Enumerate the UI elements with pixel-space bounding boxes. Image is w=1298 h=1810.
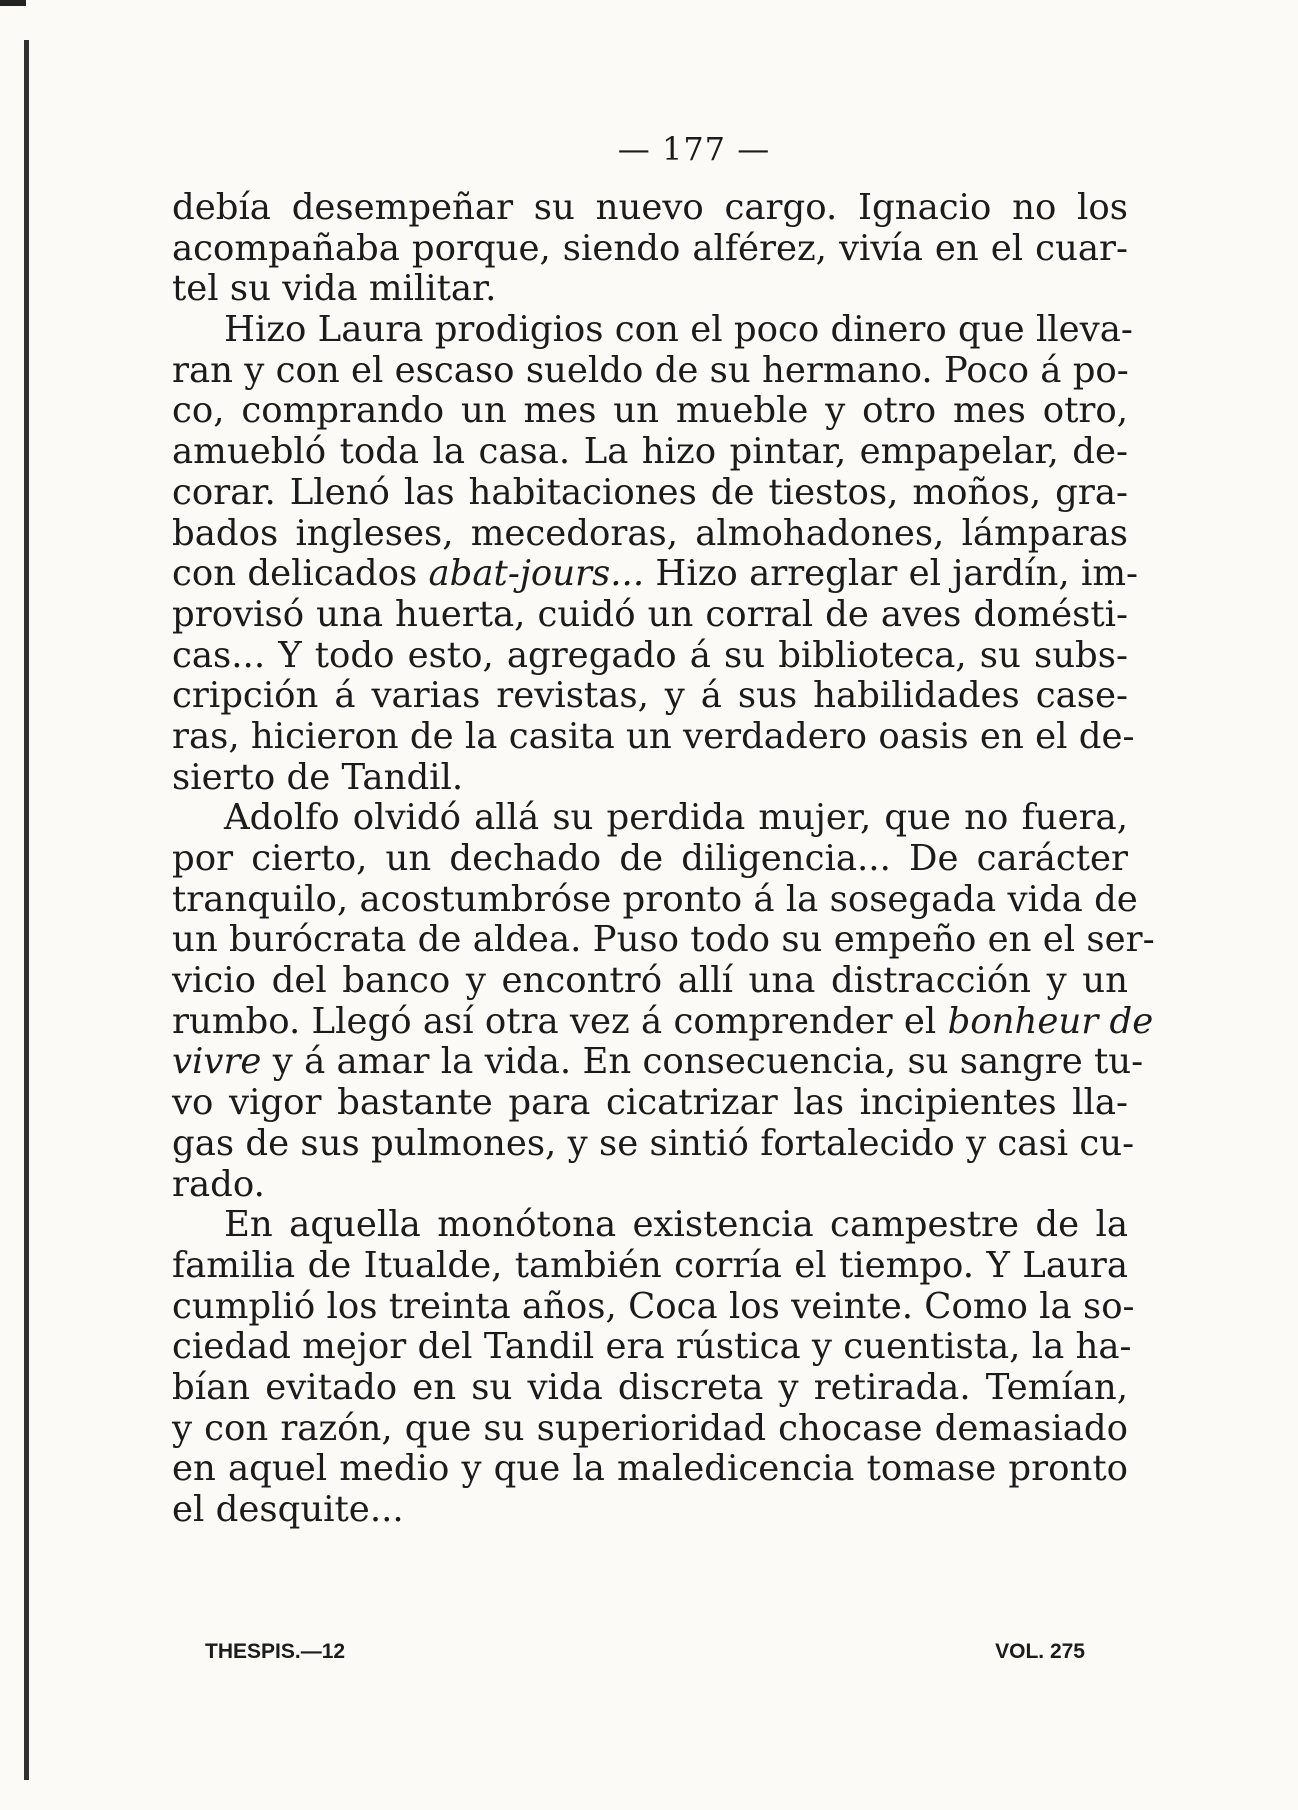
text-line: rado.: [172, 1163, 265, 1205]
text-line: bían evitado en su vida discreta y retirada. Temían,: [172, 1366, 1128, 1408]
text-line: co, comprando un mes un mueble y otro mes otro,: [172, 390, 1128, 432]
footer: [205, 1640, 1085, 1664]
italic-phrase: abat-jours...: [428, 553, 645, 595]
text-line: bados ingleses, mecedoras, almohadones, lámparas: [172, 512, 1128, 554]
text-line: familia de Itualde, también corría el tiempo. Y Laura: [172, 1244, 1128, 1286]
text-line: cas... Y todo esto, agregado á su biblioteca, su subs-: [172, 634, 1128, 676]
text-line: provisó una huerta, cuidó un corral de aves domésti-: [172, 593, 1128, 635]
text-line: acompañaba porque, siendo alférez, vivía en el cuar-: [172, 227, 1128, 269]
text-line: tel su vida militar.: [172, 268, 497, 310]
text-line: En aquella monótona existencia campestre de la: [224, 1204, 1128, 1246]
text-line: ran y con el escaso sueldo de su hermano. Poco á po-: [172, 349, 1129, 391]
text-segment: Hizo arreglar el jardín, im-: [644, 553, 1138, 595]
italic-phrase: bonheur de: [947, 1000, 1154, 1042]
text-line: sierto de Tandil.: [172, 756, 464, 798]
text-line: cripción á varias revistas, y á sus habilidades case-: [172, 675, 1128, 717]
binding-edge: [24, 40, 34, 1780]
text-line: ras, hicieron de la casita un verdadero oasis en el de-: [172, 715, 1135, 757]
text-line: [172, 1041, 1144, 1083]
text-line: el desquite...: [172, 1489, 404, 1530]
text-line: [172, 553, 1138, 595]
text-line: gas de sus pulmones, y se sintió fortalecido y casi cu-: [172, 1122, 1135, 1164]
text-line: por cierto, un dechado de diligencia... De carácter: [172, 838, 1128, 879]
footer-signature: THESPIS.—12: [205, 1640, 346, 1663]
text-line: vicio del banco y encontró allí una distracción y un: [172, 960, 1128, 1002]
text-line: debía desempeñar su nuevo cargo. Ignacio no los: [172, 187, 1128, 228]
text-line: en aquel medio y que la maledicencia tomase pronto: [172, 1448, 1128, 1490]
text-line: ciedad mejor del Tandil era rústica y cuentista, la ha-: [172, 1326, 1132, 1368]
footer-volume: VOL. 275: [995, 1640, 1085, 1663]
text-line: Adolfo olvidó allá su perdida mujer, que no fuera,: [224, 797, 1128, 839]
page-number: — 177 —: [617, 130, 771, 168]
text-line: un burócrata de aldea. Puso todo su empeño en el ser-: [172, 919, 1155, 961]
text-line: amuebló toda la casa. La hizo pintar, empapelar, de-: [172, 431, 1128, 473]
text-segment: y á amar la vida. En consecuencia, su sangre tu-: [261, 1041, 1144, 1083]
text-line: tranquilo, acostumbróse pronto á la sosegada vida de: [172, 878, 1138, 920]
text-line: corar. Llenó las habitaciones de tiestos, moños, gra-: [172, 471, 1128, 513]
text-segment: rumbo. Llegó así otra vez á comprender el: [172, 1000, 948, 1042]
text-line: [172, 1000, 1154, 1043]
italic-phrase: vivre: [172, 1041, 262, 1083]
text-segment: con delicados: [172, 553, 429, 595]
text-line: vo vigor bastante para cicatrizar las incipientes lla-: [172, 1082, 1128, 1124]
page-edge-mark: [0, 0, 26, 6]
text-line: cumplió los treinta años, Coca los veinte. Como la so-: [172, 1285, 1135, 1327]
text-line: y con razón, que su superioridad chocase demasiado: [172, 1407, 1128, 1449]
text-line: Hizo Laura prodigios con el poco dinero que lleva-: [224, 309, 1133, 351]
body-text: [172, 187, 1155, 1531]
